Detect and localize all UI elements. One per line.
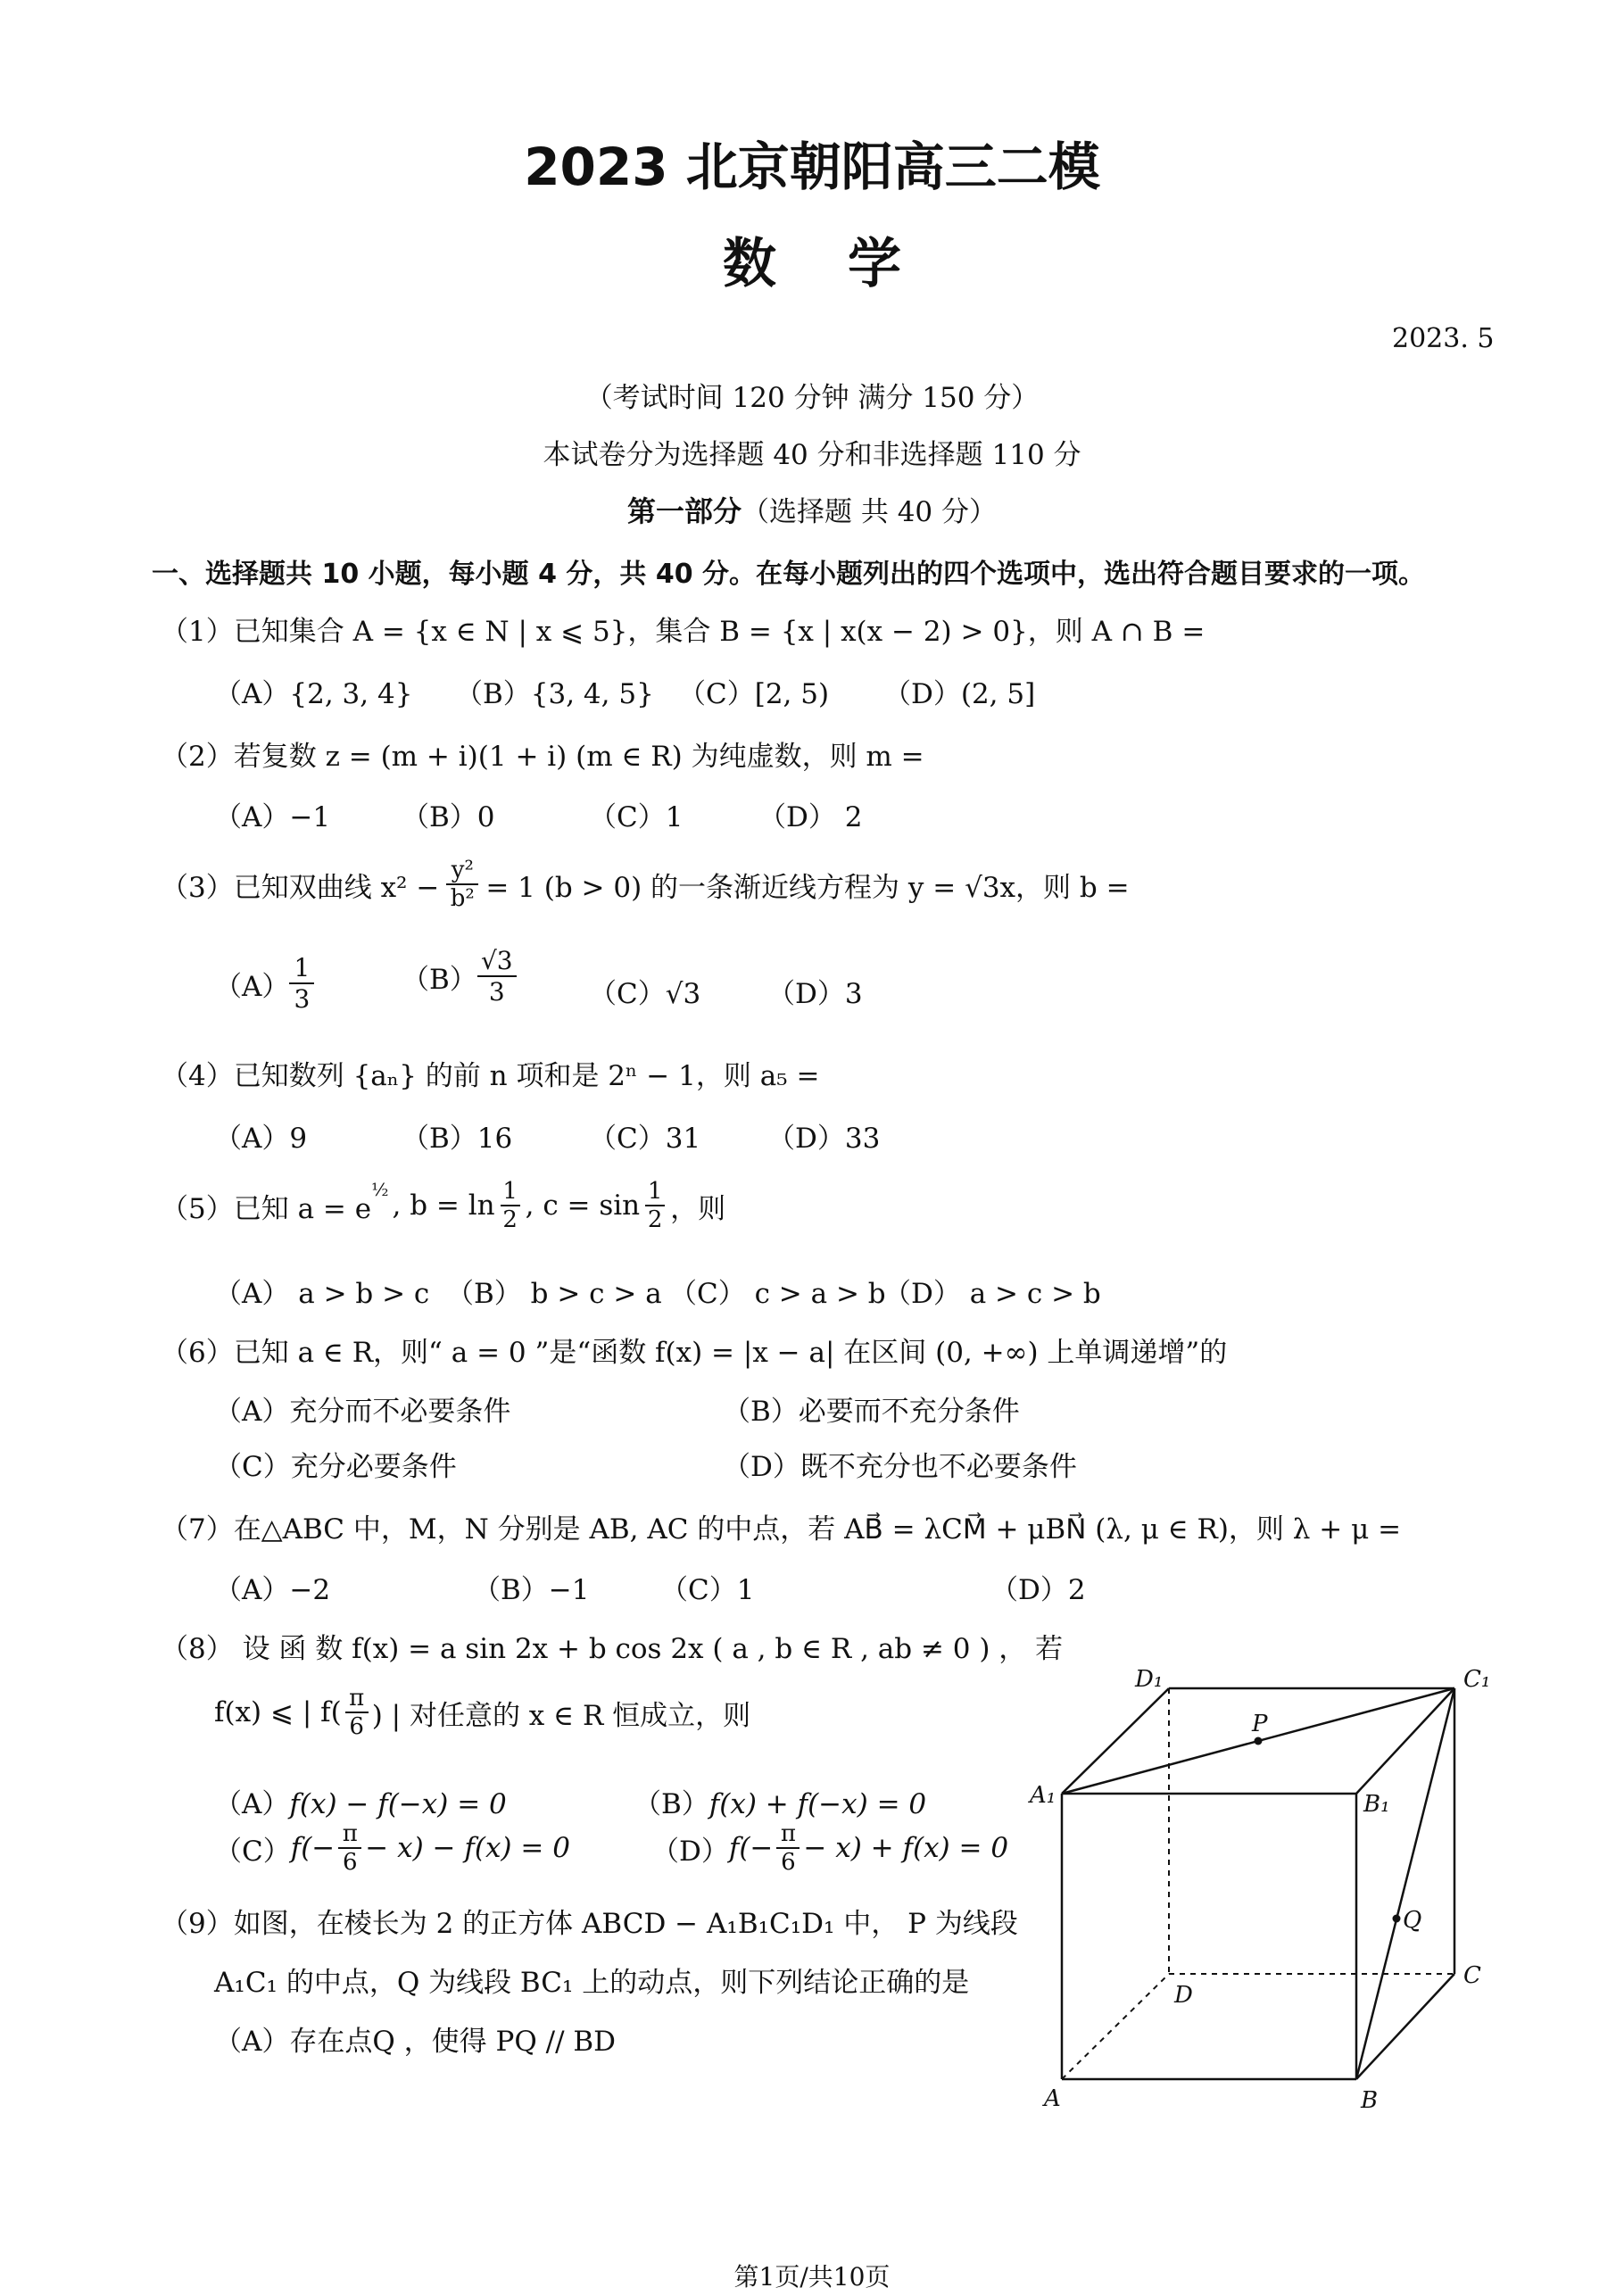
label-a: A — [1044, 2085, 1061, 2112]
q7-option-b: （B）−1 — [473, 1574, 590, 1606]
frac-den: 3 — [488, 977, 505, 1007]
score-split: 本试卷分为选择题 40 分和非选择题 110 分 — [543, 439, 1081, 471]
cube-figure — [1026, 1660, 1499, 2124]
q8-option-a-text: f(x) − f(−x) = 0 — [289, 1788, 507, 1820]
exam-info: （考试时间 120 分钟 满分 150 分） — [584, 382, 1040, 414]
q4-option-a: （A）9 — [214, 1123, 308, 1155]
q6-option-b: （B）必要而不充分条件 — [723, 1396, 1020, 1428]
q5-fraction-1 — [501, 1178, 520, 1233]
q3-fraction — [446, 857, 478, 912]
q7-option-c: （C）1 — [660, 1574, 755, 1606]
q3-option-c-label: （C） — [589, 978, 666, 1010]
question-7-stem: （7）在△ABC 中，M，N 分别是 AB, AC 的中点，若 AB⃗ = λCM⃗ + μBN⃗ (λ, μ ∈ R)，则 λ + μ = — [161, 1513, 1402, 1546]
edge-bc — [1356, 1974, 1454, 2079]
q8-line2-suffix: ) | 对任意的 x ∈ R 恒成立，则 — [371, 1699, 751, 1732]
frac-den: 6 — [349, 1713, 364, 1740]
q4-option-d: （D）33 — [767, 1123, 881, 1155]
q6-option-c: （C）充分必要条件 — [214, 1451, 457, 1483]
q8-option-c-fraction — [338, 1820, 361, 1876]
q5-stem-mid1: , b = ln — [392, 1189, 495, 1222]
q5-fraction-2 — [645, 1178, 665, 1233]
q3-option-b-fraction — [477, 946, 517, 1007]
q3-option-c — [589, 971, 700, 1011]
segment-bc1 — [1356, 1688, 1454, 2079]
frac-den: 3 — [294, 984, 311, 1014]
q5-option-b: （B） b > c > a — [446, 1278, 662, 1310]
q8-line2-prefix: f(x) ⩽ | f( — [214, 1696, 342, 1728]
q8-fraction — [345, 1685, 369, 1740]
frac-den: 6 — [781, 1849, 796, 1876]
edge-ad-hidden — [1062, 1974, 1169, 2079]
q3-option-d-label: （D） — [767, 978, 845, 1010]
q7-option-d: （D）2 — [990, 1574, 1086, 1606]
frac-num: √3 — [480, 946, 513, 975]
frac-den: 2 — [647, 1206, 663, 1233]
frac-num: π — [780, 1820, 796, 1847]
q7-option-a: （A）−2 — [214, 1574, 331, 1606]
q4-option-b: （B）16 — [402, 1123, 513, 1155]
part-title: 第一部分 — [626, 494, 742, 528]
q2-option-d: （D） 2 — [758, 801, 863, 833]
question-2-stem: （2）若复数 z = (m + i)(1 + i) (m ∈ R) 为纯虚数，则 m = — [161, 741, 924, 773]
q1-option-d: （D）(2, 5] — [883, 678, 1036, 710]
point-p — [1255, 1737, 1263, 1745]
label-b: B — [1361, 2087, 1379, 2114]
q5-stem-prefix: （5）已知 a = e — [161, 1192, 372, 1225]
q8-option-b-text: f(x) + f(−x) = 0 — [708, 1788, 927, 1820]
question-9-stem-line1: （9）如图，在棱长为 2 的正方体 ABCD − A₁B₁C₁D₁ 中， P 为线段 — [161, 1908, 1018, 1940]
question-6-stem: （6）已知 a ∈ R，则“ a = 0 ”是“函数 f(x) = |x − a| 在区间 (0, +∞) 上单调递增”的 — [161, 1337, 1228, 1369]
q3-option-c-text: √3 — [665, 978, 701, 1010]
q8-option-d-pre: f(− — [728, 1832, 774, 1864]
q6-option-a: （A）充分而不必要条件 — [214, 1396, 511, 1428]
q5-stem-suffix: ，则 — [670, 1192, 726, 1225]
q5-exponent: ½ — [371, 1179, 389, 1200]
frac-num: π — [349, 1685, 365, 1712]
page-title: 2023 北京朝阳高三二模 — [524, 137, 1100, 197]
q5-option-d: （D） a > c > b — [883, 1278, 1101, 1310]
q3-option-d — [767, 971, 863, 1011]
q2-option-b: （B）0 — [402, 801, 495, 833]
q5-stem-mid2: , c = sin — [525, 1189, 641, 1222]
q3-option-a — [214, 953, 314, 1014]
question-1-stem: （1）已知集合 A = {x ∈ N | x ⩽ 5}，集合 B = {x | x(x − 2) > 0}，则 A ∩ B = — [161, 616, 1206, 648]
edge-b1c1 — [1356, 1688, 1454, 1794]
q8-option-a — [214, 1781, 507, 1821]
frac-den: 6 — [343, 1849, 358, 1876]
question-8-stem-line2 — [214, 1685, 750, 1740]
subject-title: 数学 — [723, 233, 973, 295]
q1-option-a: （A）{2, 3, 4} — [214, 678, 413, 710]
q3-option-a-fraction — [289, 953, 314, 1014]
part-note: （选择题 共 40 分） — [742, 496, 998, 528]
q3-option-d-text: 3 — [844, 978, 863, 1010]
question-8-stem-line1: （8） 设 函 数 f(x) = a sin 2x + b cos 2x ( a , b ∈ R , ab ≠ 0 ) ， 若 — [161, 1633, 1064, 1665]
frac-num: 1 — [502, 1178, 518, 1205]
frac-num: 1 — [294, 953, 311, 982]
q1-option-c: （C）[2, 5) — [678, 678, 830, 710]
q3-option-b-label: （B） — [402, 963, 477, 996]
q4-option-c: （C）31 — [589, 1123, 701, 1155]
label-c: C — [1463, 1962, 1481, 1989]
q3-option-a-label: （A） — [214, 970, 290, 1003]
q8-option-c-label: （C） — [214, 1835, 291, 1868]
point-q — [1393, 1915, 1401, 1923]
q8-option-d-post: − x) + f(x) = 0 — [803, 1832, 1009, 1864]
q3-frac-num: y² — [451, 857, 474, 883]
q8-option-d-label: （D） — [651, 1835, 729, 1868]
q8-option-b — [634, 1781, 926, 1821]
q2-option-a: （A）−1 — [214, 801, 331, 833]
frac-num: 1 — [647, 1178, 663, 1205]
q5-option-c: （C） c > a > b — [669, 1278, 886, 1310]
exam-date: 2023. 5 — [1392, 323, 1495, 354]
q3-stem-suffix: = 1 (b > 0) 的一条渐近线方程为 y = √3x，则 b = — [485, 871, 1130, 904]
part-heading — [0, 489, 1624, 530]
q8-option-b-label: （B） — [634, 1788, 709, 1820]
label-a1: A₁ — [1030, 1782, 1056, 1809]
label-p: P — [1252, 1711, 1268, 1737]
question-4-stem: （4）已知数列 {aₙ} 的前 n 项和是 2ⁿ − 1，则 a₅ = — [161, 1060, 820, 1092]
label-q: Q — [1403, 1907, 1422, 1934]
section-heading: 一、选择题共 10 小题，每小题 4 分，共 40 分。在每小题列出的四个选项中，选出符合题目要求的一项。 — [152, 559, 1426, 590]
q8-option-c-post: − x) − f(x) = 0 — [365, 1832, 570, 1864]
label-d: D — [1174, 1982, 1193, 2009]
page-number: 第1页/共10页 — [733, 2262, 891, 2292]
frac-den: 2 — [502, 1206, 518, 1233]
q1-option-b: （B）{3, 4, 5} — [455, 678, 654, 710]
q6-option-d: （D）既不充分也不必要条件 — [723, 1451, 1077, 1483]
question-3-stem — [161, 857, 1130, 912]
q3-option-b — [402, 946, 517, 1007]
q5-option-a: （A） a > b > c — [214, 1278, 430, 1310]
q8-option-d-fraction — [776, 1820, 800, 1876]
q3-stem-prefix: （3）已知双曲线 x² − — [161, 871, 440, 904]
q8-option-c — [214, 1820, 570, 1876]
question-9-stem-line2: A₁C₁ 的中点，Q 为线段 BC₁ 上的动点，则下列结论正确的是 — [214, 1967, 970, 1999]
label-c1: C₁ — [1463, 1666, 1491, 1693]
q8-option-c-pre: f(− — [290, 1832, 336, 1864]
q3-frac-den: b² — [450, 885, 475, 912]
q2-option-c: （C）1 — [589, 801, 684, 833]
q8-option-a-label: （A） — [214, 1788, 290, 1820]
edge-a1d1 — [1062, 1688, 1169, 1794]
q8-option-d — [651, 1820, 1008, 1876]
question-5-stem — [161, 1178, 725, 1233]
q9-option-a: （A）存在点Q ，使得 PQ // BD — [214, 2026, 617, 2058]
label-d1: D₁ — [1135, 1666, 1164, 1693]
label-b1: B₁ — [1363, 1791, 1390, 1818]
frac-num: π — [342, 1820, 358, 1847]
